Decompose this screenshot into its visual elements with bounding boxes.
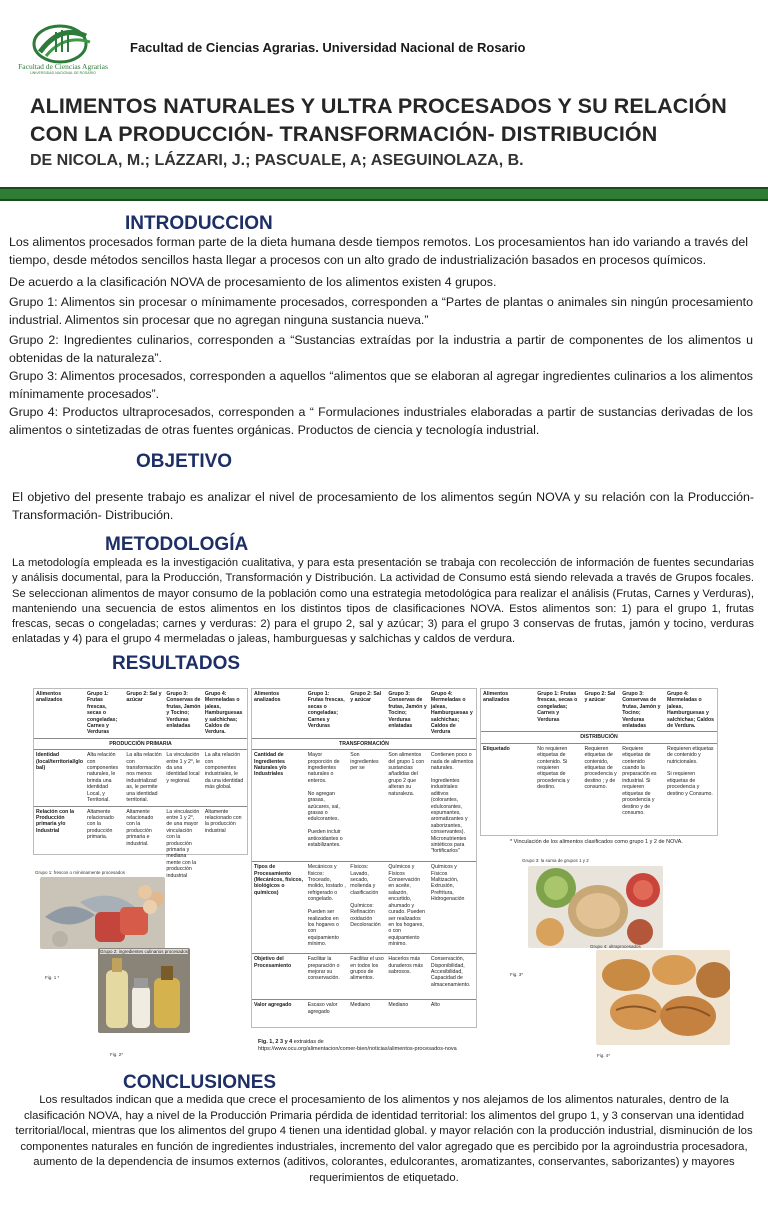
t3-header-4: Grupo 4: Mermeladas o jaleas, Hamburguesas y salchichas; Caldos de Verdura.	[667, 691, 715, 730]
t2-header-2: Grupo 2: Sal y azúcar	[350, 691, 382, 704]
t2-header-1: Grupo 1: Frutas frescas, secas o congeladas; Carnes y Verduras	[307, 691, 345, 730]
intro-paragraph-6: Grupo 4: Productos ultraprocesados, corresponden a “ Formulaciones industriales elaboradas a partir de sustancias derivadas de los alimentos o sintetizadas de otras fuentes orgánicas. Productos de ciencia y tecnología industrial.	[9, 405, 753, 437]
intro-heading: INTRODUCCION	[125, 213, 273, 234]
title-line-1: ALIMENTOS NATURALES Y ULTRA PROCESADOS Y SU RELACIÓN	[30, 94, 727, 118]
fresh-food-illustration	[40, 877, 165, 949]
t1-header-1: Grupo 1: Frutas frescas, secas o congeladas; Carnes y Verduras	[86, 691, 118, 736]
t2-cell: Tipos de Procesamiento (Mecánicos, físicos, biológicos o químicos)	[252, 862, 306, 954]
t2-cell: Físicos: Lavado, secado, molienda y clasificación Químicos: Refinación oxidación Decoloración	[348, 862, 386, 954]
logo-text: Facultad de Ciencias Agrarias	[18, 62, 108, 71]
title-divider-bar	[0, 187, 768, 201]
t2-cell: Alto	[429, 1000, 476, 1017]
conclusiones-heading: CONCLUSIONES	[123, 1072, 277, 1093]
metodologia-heading: METODOLOGÍA	[105, 534, 249, 555]
table-distribucion	[480, 688, 718, 836]
ultraprocessed-food-illustration	[596, 950, 730, 1045]
caption-grupo-3: Grupo 3: la suma de grupos 1 y 2	[522, 858, 589, 863]
figure-source-url: https://www.ocu.org/alimentacion/comer-bien/noticias/alimentos-procesados-nova	[258, 1046, 457, 1052]
objetivo-text: El objetivo del presente trabajo es analizar el nivel de procesamiento de los alimentos según NOVA y su relación con la Producción-Transformación- Distribución.	[12, 490, 754, 522]
t2-cell: Mediano	[386, 1000, 429, 1017]
t2-cell: Conservación, Disponibilidad, Accesibilidad, Capacidad de almacenamiento.	[429, 954, 476, 1000]
t2-cell: Facilitar el uso en todos los grupos de alimentos.	[348, 954, 386, 1000]
authors: DE NICOLA, M.; LÁZZARI, J.; PASCUALE, A; ASEGUINOLAZA, B.	[30, 152, 524, 169]
logo-subtext: UNIVERSIDAD NACIONAL DE ROSARIO	[30, 71, 96, 75]
figure-source-rest: extraidas de	[292, 1039, 324, 1045]
t2-cell: Contienen poco o nada de alimentos naturales. Ingredientes industriales: aditivos (colorantes, edulcorantes, espumantes, aromatizantes y saborizantes, conservantes). Micronutrientes sintéticos para "fortificarlos"	[429, 750, 476, 862]
t1-header-2: Grupo 2: Sal y azúcar	[126, 691, 162, 704]
t1-cell: La vinculación entre 1 y 2°, de una mayor vinculación con la producción primaria y mediana mente con la producción industrial	[164, 806, 202, 881]
institution-name: Facultad de Ciencias Agrarias. Universidad Nacional de Rosario	[130, 40, 526, 55]
intro-paragraph-5: Grupo 3: Alimentos procesados, corresponden a aquellos “alimentos que se elaboran al agregar ingredientes culinarios a los alimentos mínimamente procesados”.	[9, 369, 753, 401]
caption-grupo-1: Grupo 1: frescos o mínimamente procesados	[35, 870, 126, 875]
title-line-2: CON LA PRODUCCIÓN- TRANSFORMACIÓN- DISTRIBUCIÓN	[30, 122, 658, 146]
caption-grupo-2: Grupo 2: ingredientes culinarios procesados	[100, 949, 189, 954]
conclusiones-text: Los resultados indican que a medida que crece el procesamiento de los alimentos y nos alejamos de los alimentos naturales, dentro de la clasificación NOVA, hay a nivel de la Producción Primaria pérdida de identidad territorial: los alimentos del grupo 1, y 3 conservan una identidad territorial/local, mientras que los alimentos del grupo 4 tienen una identidad global. y mayor relación con la producción industrial, disminución de los componentes naturales en función de ingredientes industriales, incremento del valor agregado que es percibido por la agroindustria procesadora, aumento de la dependencia de insumos externos (aditivos, colorantes, edulcorantes, aromatizantes, conservantes, saborizantes) y mayores requerimientos de etiquetado.	[15, 1094, 753, 1184]
t2-section-title: TRANSFORMACIÓN	[252, 738, 476, 749]
t2-cell: Son ingredientes per se	[348, 750, 386, 862]
grupo-1-food-image	[40, 877, 165, 949]
poster-title	[30, 92, 750, 148]
t2-header-3: Grupo 3: Conservas de frutas, Jamón y Tocino; Verduras enlatadas	[388, 691, 427, 730]
t2-cell: Mayor proporción de ingredientes naturales o enteros. No agregan grasas, azúcares, sal, grasas o edulcorantes. Pueden incluir antioxidantes o estabilizantes.	[306, 750, 349, 862]
grupo-2-food-image	[98, 948, 190, 1033]
t3-header-3: Grupo 3: Conservas de frutas, Jamón y Tocino; Verduras enlatadas	[622, 691, 661, 730]
t3-section-title: DISTRIBUCIÓN	[481, 732, 717, 743]
t2-cell: Cantidad de Ingredientes Naturales y/o Industriales	[252, 750, 306, 862]
culinary-ingredients-illustration	[98, 948, 190, 1033]
t1-header-3: Grupo 3: Conservas de frutas, Jamón y Tocino; Verduras enlatadas	[166, 691, 201, 730]
t2-header-4: Grupo 4: Mermeladas o jaleas, Hamburguesas y salchichas; Caldos de Verdura	[430, 691, 473, 736]
t2-cell: Mecánicos y físicos: Troceado, molido, tostado , refrigerado o congelado. Pueden ser realizados en los hogares o con equipamiento mínimo.	[306, 862, 349, 954]
t1-header-4: Grupo 4: Mermeladas o jaleas, Hamburguesas y salchichas; Caldos de Verdura.	[204, 691, 243, 736]
caption-fig-3: Fig. 3*	[510, 972, 524, 977]
t3-cell: Requieren etiquetas de contenido, etiquetas de procedencia y destino ; y de consumo.	[582, 743, 620, 818]
t1-section-title: PRODUCCIÓN PRIMARIA	[34, 738, 247, 749]
t3-header-1: Grupo 1: Frutas frescas, secas o congeladas; Carnes y Verduras	[537, 691, 578, 723]
caption-grupo-4: Grupo 4: ultraprocesados	[590, 944, 641, 949]
t3-cell: Requieren etiquetas de contenido y nutricionales. Si requieren etiquetas de procedencia y destino y Consumo.	[665, 743, 717, 818]
t1-cell: La alta relación con transformación nos menos industrializad as, le permite una identidad territorial.	[124, 750, 164, 806]
t2-cell: Hacerlos más duraderos más sabrosos.	[386, 954, 429, 1000]
t1-cell: Identidad (local/territorial/glo bal)	[34, 750, 85, 806]
t1-header-0: Alimentos analizados	[36, 691, 63, 704]
t1-cell: Altamente relacionado con la producción primaria.	[85, 806, 124, 881]
t3-cell: No requieren etiquetas de contenido. Si requieren etiquetas de procedencia y destino.	[535, 743, 582, 818]
t1-cell: Alta relación con componentes naturales, le brinda una identidad Local, y Territorial.	[85, 750, 124, 806]
figure-source-bold: Fig. 1, 2 3 y 4	[258, 1039, 293, 1045]
t3-header-0: Alimentos analizados	[483, 691, 510, 704]
grupo-4-food-image	[596, 950, 730, 1045]
t1-cell: La vinculación entre 1 y 2°, le da una identidad local y regional.	[164, 750, 202, 806]
t1-cell: Relación con la Producción primaria y/o Industrial	[34, 806, 85, 881]
table-transformacion	[251, 688, 477, 1028]
t2-header-0: Alimentos analizados	[254, 691, 281, 704]
t2-cell: Son alimentos del grupo 1 con sustancias añadidas del grupo 2 que alteran su naturaleza.	[386, 750, 429, 862]
objetivo-heading: OBJETIVO	[136, 451, 233, 472]
t2-cell: Químicos y Físicos Conservación en aceite, salazón, encurtido, ahumado y curado. Pueden ser realizados en los hogares, o con equipamiento mínimo.	[386, 862, 429, 954]
t3-header-2: Grupo 2: Sal y azúcar	[584, 691, 616, 704]
intro-paragraph-3: Grupo 1: Alimentos sin procesar o mínimamente procesados, corresponden a “Partes de plantas o animales sin ningún procesamiento industrial. Alimentos sin procesar que no agregan ninguna sustancia nueva.”	[9, 295, 753, 327]
table-3-note: * Vinculación de los alimentos clasificados como grupo 1 y 2 de NOVA.	[510, 839, 683, 845]
figure-source	[258, 1039, 457, 1053]
t2-cell: Objetivo del Procesamiento	[252, 954, 306, 1000]
caption-fig-2: Fig. 2*	[110, 1052, 124, 1057]
resultados-heading: RESULTADOS	[112, 653, 241, 674]
leaf-logo-icon	[20, 22, 106, 64]
t1-cell: Altamente relacionado con la producción primaria e industrial.	[124, 806, 164, 881]
t3-cell: Requiere etiquetas de contenido cuando la preparación es industrial. Si requieren etiquetas de procedencia y destino y de consumo.	[620, 743, 665, 818]
intro-paragraph-4: Grupo 2: Ingredientes culinarios, corresponden a “Sustancias extraídas por la industria a partir de componentes de los alimentos u obtenidas de la naturaleza”.	[9, 333, 753, 365]
t2-cell: Valor agregado	[252, 1000, 306, 1017]
t3-cell: Etiquetado	[481, 743, 535, 818]
intro-paragraph-2: De acuerdo a la clasificación NOVA de procesamiento de los alimentos existen 4 grupos.	[9, 275, 497, 289]
intro-paragraph-1: Los alimentos procesados forman parte de la dieta humana desde tiempos remotos. Los procesamientos han ido variando a través del tiempo, desde métodos sencillos hasta llegar a procesos con un alto grado de industrialización basados en procesos químicos.	[9, 235, 749, 267]
metodologia-text: La metodología empleada es la investigación cualitativa, y para esta presentación se trabaja con recolección de información de fuentes secundarias y análisis documental, para la Producción, Transformación y Distribución. La actividad de Consumo está siendo relevada a través de Grupos focales. Se seleccionan alimentos de mayor consumo de la población como una estrategia metodológica para realizar el análisis (Frutas, Carnes y Verduras), manteniendo una secuencia de estos alimentos en los distintos tipos de clasificaciones NOVA. Estos alimentos son: 1) para el grupo 1, frutas frescas, secas o congeladas; carnes y verduras: 2) para el grupo 2, sal y azúcar; 3) para el grupo 3 conservas de frutas, jamón y tocino, verduras enlatadas y 4) para el grupo 4 mermeladas o jaleas, hamburguesas y salchichas y caldos de verdura.	[12, 557, 754, 646]
grupo-3-food-image	[528, 866, 663, 948]
caption-fig-1: Fig. 1 *	[45, 975, 60, 980]
t2-cell: Químicos y Físicos Maltización, Extrusión, Prefritura, Hidrogenación	[429, 862, 476, 954]
t1-cell: La alta relación con componentes industriales, le da una identidad más global.	[203, 750, 247, 806]
t2-cell: Facilitar la preparación o mejorar su conservación.	[306, 954, 349, 1000]
t2-cell: Escaso valor agregado	[306, 1000, 349, 1017]
t1-cell: Altamente relacionado con la producción industrial	[203, 806, 247, 881]
processed-food-illustration	[528, 866, 663, 948]
caption-fig-4: Fig. 4*	[597, 1053, 611, 1058]
t2-cell: Mediano	[348, 1000, 386, 1017]
